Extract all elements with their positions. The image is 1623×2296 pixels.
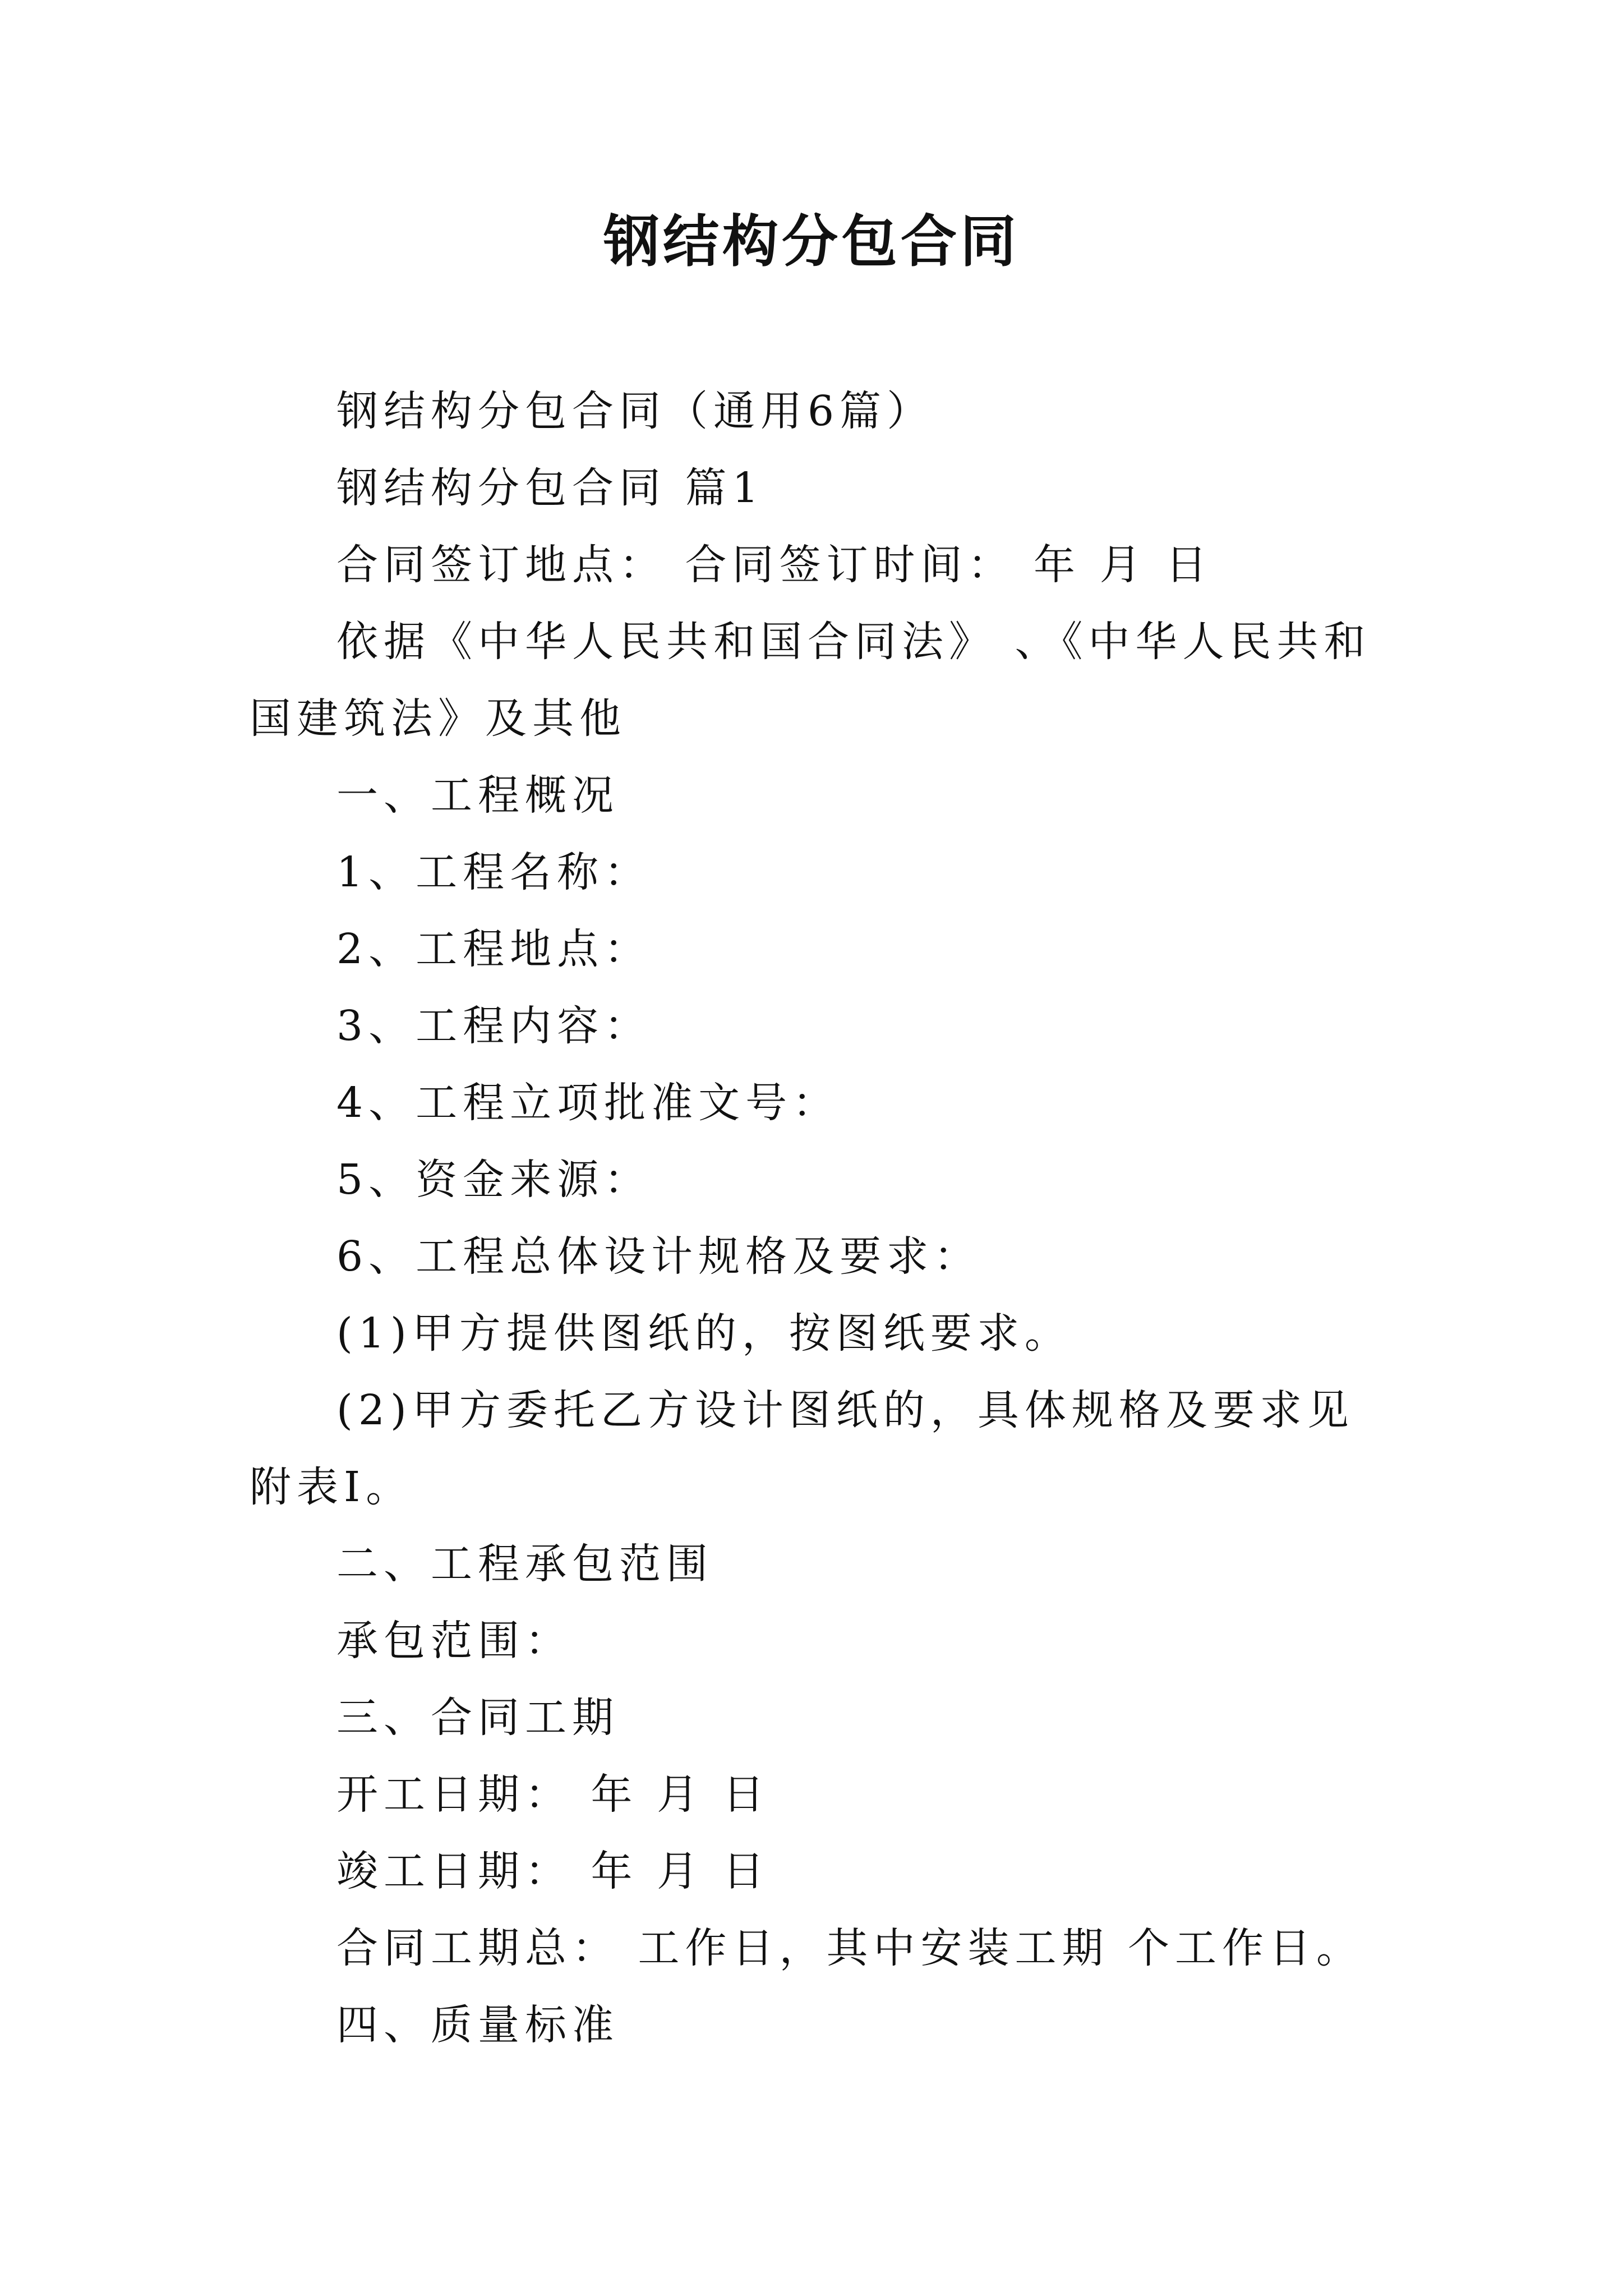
field-start-date: 开工日期： 年 月 日 (336, 1770, 770, 1819)
field-total-duration: 合同工期总： 工作日，其中安装工期 个工作日。 (336, 1924, 1364, 1972)
list-item-project-name: 1、工程名称： (336, 848, 652, 896)
paragraph-signing-info: 合同签订地点： 合同签订时间： 年 月 日 (336, 541, 1213, 589)
list-subitem-drawings-provided: (1)甲方提供图纸的，按图纸要求。 (336, 1309, 1072, 1358)
section-heading-contract-period: 三、合同工期 (336, 1694, 619, 1742)
section-heading-contract-scope: 二、工程承包范围 (336, 1540, 713, 1588)
paragraph-legal-basis: 依据《中华人民共和国合同法》 、《中华人民共和国建筑法》及其他 (250, 618, 1371, 743)
document-body (250, 373, 1388, 2064)
list-subitem-drawings-commissioned: (2)甲方委托乙方设计图纸的，具体规格及要求见附表Ⅰ。 (250, 1386, 1354, 1511)
document-title: 钢结构分包合同 (603, 208, 1020, 274)
field-contract-scope: 承包范围： (336, 1617, 572, 1665)
paragraph-heading-part1: 钢结构分包合同 篇1 (336, 464, 764, 512)
field-completion-date: 竣工日期： 年 月 日 (336, 1847, 770, 1895)
section-heading-quality-standard: 四、质量标准 (336, 2001, 619, 2049)
list-item-project-content: 3、工程内容： (336, 1002, 652, 1050)
list-item-approval-number: 4、工程立项批准文号： (336, 1079, 840, 1127)
section-heading-project-overview: 一、工程概况 (336, 771, 619, 820)
paragraph-heading-collection: 钢结构分包合同（通用6篇） (336, 387, 934, 435)
list-item-project-location: 2、工程地点： (336, 925, 652, 973)
list-item-funding-source: 5、资金来源： (336, 1156, 652, 1204)
list-item-design-requirements: 6、工程总体设计规格及要求： (336, 1232, 981, 1281)
